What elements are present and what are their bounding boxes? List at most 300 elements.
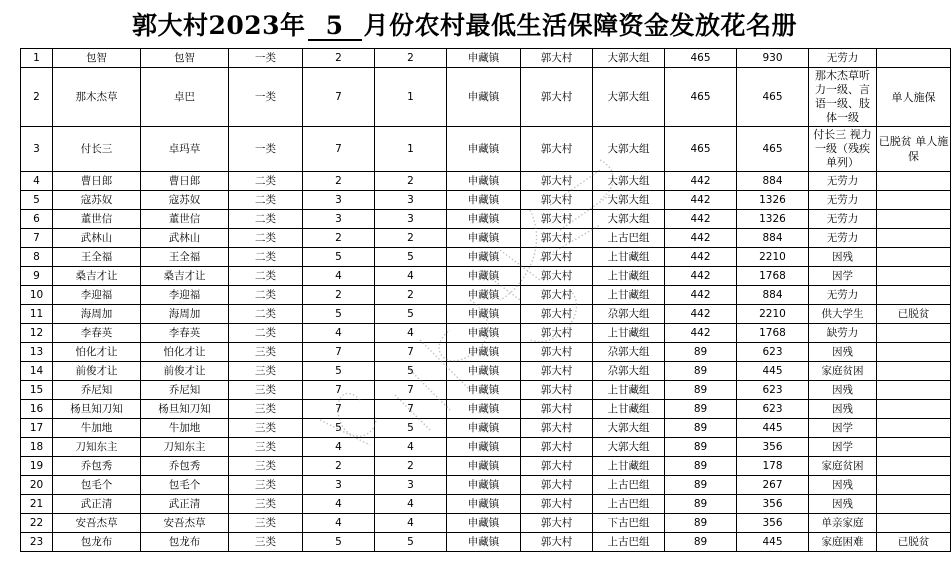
cell-family: 4: [303, 438, 375, 457]
table-row: [21, 419, 951, 438]
cell-town: 申藏镇: [447, 533, 521, 552]
cell-std: 89: [665, 514, 737, 533]
cell-group: 尕郭大组: [593, 305, 665, 324]
cell-std: 442: [665, 267, 737, 286]
cell-town: 申藏镇: [447, 248, 521, 267]
cell-covered: 5: [375, 305, 447, 324]
cell-covered: 5: [375, 248, 447, 267]
cell-village: 郭大村: [521, 476, 593, 495]
cell-head: 杨旦知刀知: [53, 400, 141, 419]
cell-note: [877, 400, 951, 419]
cell-name: 卓玛草: [141, 127, 229, 172]
cell-village: 郭大村: [521, 229, 593, 248]
cell-family: 5: [303, 305, 375, 324]
cell-head: 寇苏奴: [53, 191, 141, 210]
cell-family: 7: [303, 400, 375, 419]
cell-amount: 445: [737, 533, 809, 552]
cell-no: 12: [21, 324, 53, 343]
cell-cls: 二类: [229, 210, 303, 229]
cell-covered: 4: [375, 267, 447, 286]
cell-cls: 一类: [229, 127, 303, 172]
cell-group: 上甘藏组: [593, 457, 665, 476]
cell-village: 郭大村: [521, 419, 593, 438]
cell-std: 442: [665, 248, 737, 267]
cell-group: 上甘藏组: [593, 324, 665, 343]
cell-reason: 供大学生: [809, 305, 877, 324]
cell-reason: 因学: [809, 267, 877, 286]
cell-head: 包毛个: [53, 476, 141, 495]
cell-std: 442: [665, 229, 737, 248]
cell-reason: 家庭困难: [809, 533, 877, 552]
cell-group: 上甘藏组: [593, 286, 665, 305]
cell-family: 2: [303, 286, 375, 305]
cell-village: 郭大村: [521, 438, 593, 457]
cell-no: 19: [21, 457, 53, 476]
cell-no: 20: [21, 476, 53, 495]
cell-group: 上甘藏组: [593, 381, 665, 400]
cell-group: 上甘藏组: [593, 400, 665, 419]
title-prefix: 郭大村2023年: [131, 11, 306, 40]
cell-note: [877, 49, 951, 68]
cell-amount: 1768: [737, 267, 809, 286]
cell-head: 包龙布: [53, 533, 141, 552]
table-row: [21, 267, 951, 286]
cell-cls: 三类: [229, 438, 303, 457]
cell-family: 7: [303, 127, 375, 172]
cell-name: 前俊才让: [141, 362, 229, 381]
cell-family: 7: [303, 381, 375, 400]
cell-reason: 那木杰草听力一级、言语一级、肢体一级: [809, 68, 877, 127]
table-row: [21, 191, 951, 210]
cell-family: 2: [303, 229, 375, 248]
cell-group: 大郭大组: [593, 127, 665, 172]
cell-reason: 因残: [809, 495, 877, 514]
table-row: [21, 457, 951, 476]
cell-village: 郭大村: [521, 68, 593, 127]
cell-town: 申藏镇: [447, 324, 521, 343]
cell-head: 那木杰草: [53, 68, 141, 127]
cell-name: 武林山: [141, 229, 229, 248]
cell-village: 郭大村: [521, 191, 593, 210]
cell-head: 武正清: [53, 495, 141, 514]
cell-reason: 付长三 视力一级（残疾单列）: [809, 127, 877, 172]
cell-no: 6: [21, 210, 53, 229]
cell-no: 13: [21, 343, 53, 362]
cell-note: [877, 514, 951, 533]
cell-covered: 2: [375, 286, 447, 305]
cell-town: 申藏镇: [447, 400, 521, 419]
cell-group: 大郭大组: [593, 210, 665, 229]
cell-no: 23: [21, 533, 53, 552]
cell-covered: 3: [375, 210, 447, 229]
cell-amount: 445: [737, 419, 809, 438]
cell-cls: 一类: [229, 68, 303, 127]
cell-note: [877, 362, 951, 381]
cell-amount: 884: [737, 286, 809, 305]
cell-amount: 465: [737, 127, 809, 172]
cell-reason: 因学: [809, 438, 877, 457]
cell-no: 16: [21, 400, 53, 419]
table-row: [21, 127, 951, 172]
table-row: [21, 400, 951, 419]
cell-cls: 二类: [229, 191, 303, 210]
cell-std: 442: [665, 210, 737, 229]
cell-town: 申藏镇: [447, 438, 521, 457]
cell-family: 2: [303, 457, 375, 476]
cell-group: 大郭大组: [593, 49, 665, 68]
cell-note: 已脱贫: [877, 533, 951, 552]
cell-name: 寇苏奴: [141, 191, 229, 210]
cell-town: 申藏镇: [447, 191, 521, 210]
title-month: 5: [325, 11, 344, 40]
table-row: [21, 286, 951, 305]
cell-amount: 1326: [737, 210, 809, 229]
cell-name: 刀知东主: [141, 438, 229, 457]
cell-note: [877, 172, 951, 191]
roster-body: [21, 49, 951, 552]
cell-village: 郭大村: [521, 381, 593, 400]
cell-no: 9: [21, 267, 53, 286]
cell-covered: 2: [375, 457, 447, 476]
cell-town: 申藏镇: [447, 495, 521, 514]
cell-group: 大郭大组: [593, 419, 665, 438]
cell-head: 曹日郎: [53, 172, 141, 191]
table-row: [21, 343, 951, 362]
cell-reason: 缺劳力: [809, 324, 877, 343]
cell-reason: 无劳力: [809, 49, 877, 68]
cell-village: 郭大村: [521, 248, 593, 267]
cell-name: 安吾杰草: [141, 514, 229, 533]
cell-reason: 因残: [809, 400, 877, 419]
cell-no: 4: [21, 172, 53, 191]
cell-family: 4: [303, 514, 375, 533]
cell-head: 王全福: [53, 248, 141, 267]
table-row: [21, 248, 951, 267]
cell-head: 付长三: [53, 127, 141, 172]
cell-village: 郭大村: [521, 305, 593, 324]
cell-group: 大郭大组: [593, 172, 665, 191]
cell-family: 3: [303, 210, 375, 229]
cell-name: 牛加地: [141, 419, 229, 438]
cell-std: 465: [665, 68, 737, 127]
table-row: [21, 324, 951, 343]
cell-std: 89: [665, 362, 737, 381]
cell-covered: 4: [375, 495, 447, 514]
cell-village: 郭大村: [521, 514, 593, 533]
cell-note: [877, 495, 951, 514]
cell-note: [877, 476, 951, 495]
cell-std: 442: [665, 191, 737, 210]
cell-cls: 三类: [229, 533, 303, 552]
cell-no: 1: [21, 49, 53, 68]
cell-family: 4: [303, 324, 375, 343]
cell-group: 上古巴组: [593, 533, 665, 552]
table-row: [21, 210, 951, 229]
cell-reason: 无劳力: [809, 229, 877, 248]
cell-note: 单人施保: [877, 68, 951, 127]
cell-name: 乔包秀: [141, 457, 229, 476]
cell-std: 89: [665, 438, 737, 457]
cell-covered: 7: [375, 400, 447, 419]
cell-amount: 1326: [737, 191, 809, 210]
cell-std: 89: [665, 381, 737, 400]
cell-town: 申藏镇: [447, 286, 521, 305]
table-row: [21, 229, 951, 248]
cell-group: 上甘藏组: [593, 267, 665, 286]
table-row: [21, 533, 951, 552]
cell-note: [877, 324, 951, 343]
cell-cls: 三类: [229, 514, 303, 533]
cell-std: 89: [665, 343, 737, 362]
cell-no: 5: [21, 191, 53, 210]
cell-town: 申藏镇: [447, 210, 521, 229]
cell-amount: 178: [737, 457, 809, 476]
cell-covered: 1: [375, 127, 447, 172]
cell-name: 包龙布: [141, 533, 229, 552]
cell-std: 89: [665, 476, 737, 495]
cell-std: 89: [665, 419, 737, 438]
table-row: [21, 495, 951, 514]
cell-note: [877, 343, 951, 362]
cell-family: 3: [303, 191, 375, 210]
cell-cls: 二类: [229, 324, 303, 343]
cell-name: 桑吉才让: [141, 267, 229, 286]
cell-amount: 623: [737, 381, 809, 400]
cell-cls: 三类: [229, 476, 303, 495]
cell-reason: 单亲家庭: [809, 514, 877, 533]
cell-no: 2: [21, 68, 53, 127]
cell-group: 上古巴组: [593, 229, 665, 248]
cell-std: 89: [665, 533, 737, 552]
cell-cls: 一类: [229, 49, 303, 68]
cell-group: 尕郭大组: [593, 343, 665, 362]
cell-covered: 4: [375, 438, 447, 457]
cell-head: 安吾杰草: [53, 514, 141, 533]
cell-no: 3: [21, 127, 53, 172]
cell-town: 申藏镇: [447, 343, 521, 362]
cell-std: 89: [665, 457, 737, 476]
cell-std: 89: [665, 495, 737, 514]
cell-group: 大郭大组: [593, 438, 665, 457]
cell-head: 牛加地: [53, 419, 141, 438]
cell-cls: 三类: [229, 400, 303, 419]
cell-group: 大郭大组: [593, 68, 665, 127]
cell-family: 3: [303, 476, 375, 495]
cell-amount: 2210: [737, 248, 809, 267]
page-title: [0, 8, 929, 44]
cell-head: 李迎福: [53, 286, 141, 305]
cell-group: 上古巴组: [593, 495, 665, 514]
cell-note: [877, 267, 951, 286]
cell-note: 已脱贫: [877, 305, 951, 324]
cell-no: 21: [21, 495, 53, 514]
cell-reason: 家庭贫困: [809, 457, 877, 476]
cell-note: [877, 248, 951, 267]
cell-head: 李春英: [53, 324, 141, 343]
table-row: [21, 381, 951, 400]
cell-cls: 三类: [229, 343, 303, 362]
cell-cls: 二类: [229, 267, 303, 286]
cell-cls: 三类: [229, 419, 303, 438]
cell-cls: 三类: [229, 495, 303, 514]
cell-covered: 3: [375, 191, 447, 210]
cell-town: 申藏镇: [447, 419, 521, 438]
cell-town: 申藏镇: [447, 172, 521, 191]
cell-name: 包毛个: [141, 476, 229, 495]
cell-head: 包智: [53, 49, 141, 68]
cell-town: 申藏镇: [447, 514, 521, 533]
cell-amount: 1768: [737, 324, 809, 343]
cell-town: 申藏镇: [447, 476, 521, 495]
cell-cls: 三类: [229, 362, 303, 381]
cell-no: 17: [21, 419, 53, 438]
cell-town: 申藏镇: [447, 267, 521, 286]
roster-table: [20, 48, 951, 552]
cell-no: 18: [21, 438, 53, 457]
cell-name: 杨旦知刀知: [141, 400, 229, 419]
cell-village: 郭大村: [521, 172, 593, 191]
cell-cls: 二类: [229, 172, 303, 191]
cell-name: 卓巴: [141, 68, 229, 127]
cell-covered: 7: [375, 343, 447, 362]
cell-group: 上古巴组: [593, 476, 665, 495]
cell-amount: 356: [737, 514, 809, 533]
table-row: [21, 514, 951, 533]
cell-town: 申藏镇: [447, 362, 521, 381]
cell-no: 15: [21, 381, 53, 400]
cell-cls: 二类: [229, 229, 303, 248]
cell-family: 2: [303, 49, 375, 68]
cell-name: 乔尼知: [141, 381, 229, 400]
cell-family: 5: [303, 419, 375, 438]
cell-cls: 三类: [229, 381, 303, 400]
cell-reason: 因残: [809, 476, 877, 495]
cell-village: 郭大村: [521, 286, 593, 305]
cell-amount: 930: [737, 49, 809, 68]
cell-reason: 无劳力: [809, 286, 877, 305]
cell-village: 郭大村: [521, 210, 593, 229]
cell-covered: 4: [375, 514, 447, 533]
table-row: [21, 362, 951, 381]
cell-head: 乔包秀: [53, 457, 141, 476]
cell-amount: 465: [737, 68, 809, 127]
cell-covered: 1: [375, 68, 447, 127]
cell-head: 海周加: [53, 305, 141, 324]
cell-covered: 2: [375, 49, 447, 68]
cell-village: 郭大村: [521, 49, 593, 68]
cell-village: 郭大村: [521, 362, 593, 381]
table-row: [21, 438, 951, 457]
cell-amount: 267: [737, 476, 809, 495]
table-row: [21, 305, 951, 324]
cell-town: 申藏镇: [447, 68, 521, 127]
cell-head: 刀知东主: [53, 438, 141, 457]
cell-covered: 2: [375, 172, 447, 191]
cell-amount: 884: [737, 229, 809, 248]
cell-cls: 三类: [229, 457, 303, 476]
cell-town: 申藏镇: [447, 49, 521, 68]
cell-head: 乔尼知: [53, 381, 141, 400]
cell-covered: 7: [375, 381, 447, 400]
cell-no: 7: [21, 229, 53, 248]
cell-name: 曹日郎: [141, 172, 229, 191]
cell-head: 怕化才让: [53, 343, 141, 362]
cell-village: 郭大村: [521, 533, 593, 552]
cell-village: 郭大村: [521, 495, 593, 514]
cell-family: 7: [303, 68, 375, 127]
cell-head: 董世信: [53, 210, 141, 229]
cell-covered: 2: [375, 229, 447, 248]
cell-family: 5: [303, 533, 375, 552]
cell-covered: 5: [375, 362, 447, 381]
cell-reason: 无劳力: [809, 172, 877, 191]
table-row: [21, 172, 951, 191]
cell-reason: 因残: [809, 343, 877, 362]
cell-village: 郭大村: [521, 343, 593, 362]
cell-town: 申藏镇: [447, 381, 521, 400]
cell-village: 郭大村: [521, 324, 593, 343]
cell-village: 郭大村: [521, 267, 593, 286]
cell-town: 申藏镇: [447, 127, 521, 172]
cell-reason: 无劳力: [809, 191, 877, 210]
cell-std: 442: [665, 305, 737, 324]
cell-std: 442: [665, 172, 737, 191]
cell-no: 10: [21, 286, 53, 305]
cell-family: 2: [303, 172, 375, 191]
table-row: [21, 49, 951, 68]
cell-std: 465: [665, 127, 737, 172]
table-row: [21, 68, 951, 127]
cell-amount: 356: [737, 495, 809, 514]
cell-amount: 623: [737, 400, 809, 419]
cell-name: 李春英: [141, 324, 229, 343]
cell-note: [877, 457, 951, 476]
cell-town: 申藏镇: [447, 305, 521, 324]
cell-covered: 5: [375, 533, 447, 552]
cell-family: 5: [303, 362, 375, 381]
cell-head: 桑吉才让: [53, 267, 141, 286]
cell-name: 董世信: [141, 210, 229, 229]
cell-std: 465: [665, 49, 737, 68]
cell-group: 下古巴组: [593, 514, 665, 533]
cell-name: 王全福: [141, 248, 229, 267]
cell-cls: 二类: [229, 305, 303, 324]
cell-town: 申藏镇: [447, 457, 521, 476]
cell-name: 海周加: [141, 305, 229, 324]
cell-note: [877, 286, 951, 305]
cell-no: 8: [21, 248, 53, 267]
cell-name: 武正清: [141, 495, 229, 514]
cell-amount: 445: [737, 362, 809, 381]
cell-amount: 884: [737, 172, 809, 191]
cell-name: 怕化才让: [141, 343, 229, 362]
cell-reason: 因学: [809, 419, 877, 438]
cell-amount: 623: [737, 343, 809, 362]
cell-note: [877, 191, 951, 210]
title-suffix: 月份农村最低生活保障资金发放花名册: [363, 11, 798, 40]
cell-group: 上甘藏组: [593, 248, 665, 267]
cell-note: [877, 438, 951, 457]
cell-no: 22: [21, 514, 53, 533]
cell-note: [877, 210, 951, 229]
cell-family: 4: [303, 495, 375, 514]
cell-std: 89: [665, 400, 737, 419]
cell-group: 尕郭大组: [593, 362, 665, 381]
cell-head: 前俊才让: [53, 362, 141, 381]
cell-note: [877, 419, 951, 438]
cell-head: 武林山: [53, 229, 141, 248]
cell-village: 郭大村: [521, 127, 593, 172]
